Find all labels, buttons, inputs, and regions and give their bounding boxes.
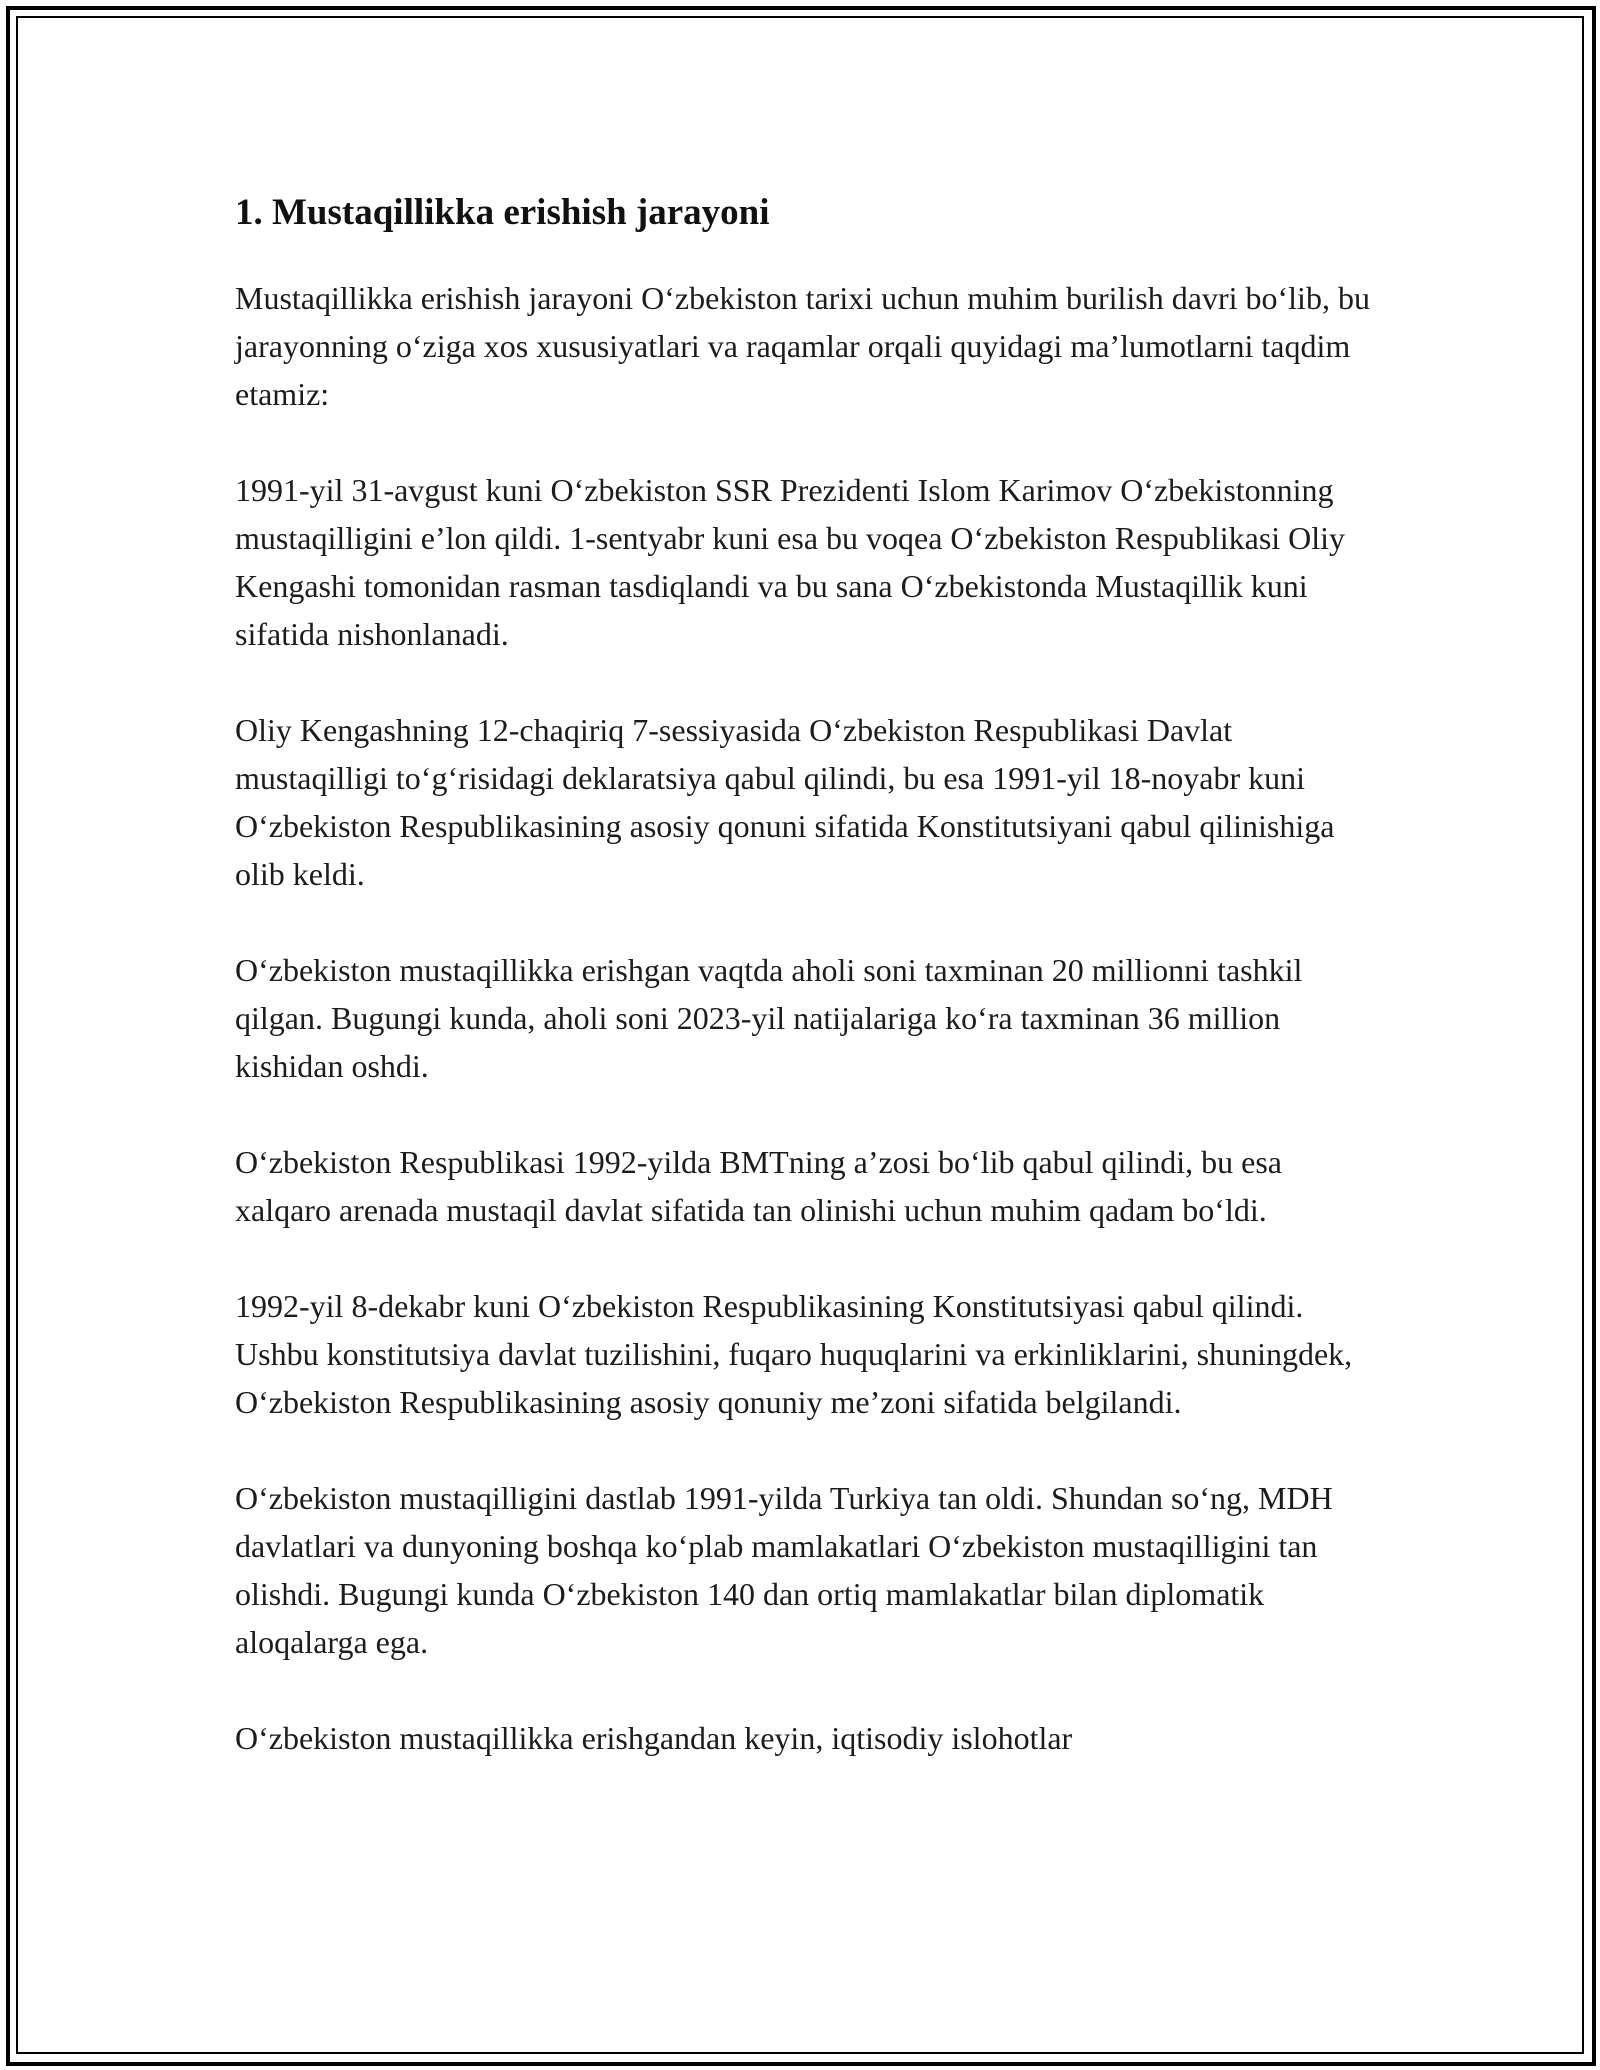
document-body [235,185,1370,1810]
paragraph-oliy-kengash: Oliy Kengashning 12-chaqiriq 7-sessiyasida O‘zbekiston Respublikasi Davlat mustaqilligi to‘g‘risidagi deklaratsiya qabul qilindi, bu esa 1991-yil 18-noyabr kuni O‘zbekiston Respublikasining asosiy qonuni sifatida Konstitutsiyani qabul qilinishiga olib keldi. [235,712,1335,892]
paragraph-recognition: O‘zbekiston mustaqilligini dastlab 1991-yilda Turkiya tan oldi. Shundan so‘ng, MDH davlatlari va dunyoning boshqa ko‘plab mamlakatlari O‘zbekiston mustaqilligini tan olishdi. Bugungi kunda O‘zbekiston 140 dan ortiq mamlakatlar bilan diplomatik aloqalarga ega. [235,1480,1333,1660]
paragraph-economic-reforms: O‘zbekiston mustaqillikka erishgandan keyin, iqtisodiy islohotlar [235,1720,1073,1756]
paragraph-un-membership: O‘zbekiston Respublikasi 1992-yilda BMTning a’zosi bo‘lib qabul qilindi, bu esa xalqaro arenada mustaqil davlat sifatida tan olinishi uchun muhim qadam bo‘ldi. [235,1144,1282,1228]
paragraph-constitution: 1992-yil 8-dekabr kuni O‘zbekiston Respublikasining Konstitutsiyasi qabul qilindi. Ushbu konstitutsiya davlat tuzilishini, fuqaro huquqlarini va erkinliklarini, shuningdek, O‘zbekiston Respublikasining asosiy qonuniy me’zoni sifatida belgilandi. [235,1288,1353,1420]
paragraph-declaration: 1991-yil 31-avgust kuni O‘zbekiston SSR Prezidenti Islom Karimov O‘zbekistonning mustaqilligini e’lon qildi. 1-sentyabr kuni esa bu voqea O‘zbekiston Respublikasi Oliy Kengashi tomonidan rasman tasdiqlandi va bu sana O‘zbekistonda Mustaqillik kuni sifatida nishonlanadi. [235,472,1346,652]
paragraph-population: O‘zbekiston mustaqillikka erishgan vaqtda aholi soni taxminan 20 millionni tashkil qilgan. Bugungi kunda, aholi soni 2023-yil natijalariga ko‘ra taxminan 36 million kishidan oshdi. [235,952,1303,1084]
section-heading: 1. Mustaqillikka erishish jarayoni [235,192,770,233]
paragraph-intro: Mustaqillikka erishish jarayoni O‘zbekiston tarixi uchun muhim burilish davri bo‘lib, bu jarayonning o‘ziga xos xususiyatlari va raqamlar orqali quyidagi ma’lumotlarni taqdim etamiz: [235,280,1370,412]
